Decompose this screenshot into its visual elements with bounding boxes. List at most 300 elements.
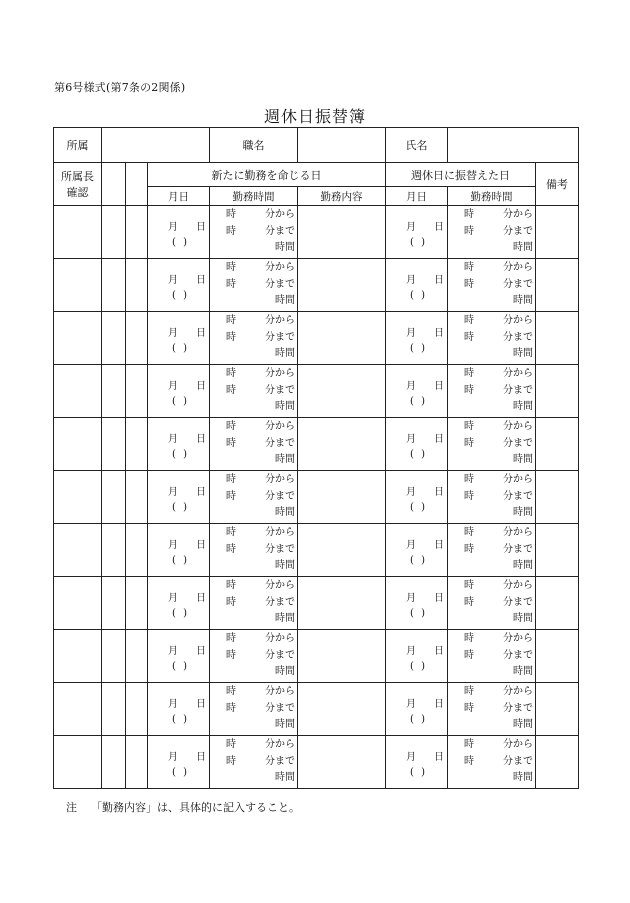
blank-cell-1[interactable] <box>102 736 126 789</box>
blank-cell-1[interactable] <box>102 630 126 683</box>
new-work-hours-cell[interactable] <box>210 471 298 524</box>
weekday-open: ( <box>172 502 176 513</box>
swapped-date-cell[interactable] <box>386 736 448 789</box>
hour-label: 時 <box>464 739 475 751</box>
minute-from-label: 分から <box>503 633 534 645</box>
weekday-close: ) <box>421 555 426 566</box>
hour-label: 時 <box>226 315 237 327</box>
minute-from-label: 分から <box>265 474 296 486</box>
weekday-close: ) <box>421 396 426 407</box>
minute-to-label: 分まで <box>265 755 296 767</box>
minute-from-label: 分から <box>503 739 534 751</box>
weekday-open: ( <box>410 396 414 407</box>
date-header: 月日 <box>148 187 210 206</box>
supervisor-confirm-cell[interactable] <box>54 524 102 577</box>
minute-from-label: 分から <box>265 421 296 433</box>
blank-cell-2[interactable] <box>126 365 148 418</box>
weekday-open: ( <box>410 661 414 672</box>
blank-cell-2[interactable] <box>126 524 148 577</box>
minute-to-label: 分まで <box>503 596 534 608</box>
new-date-cell[interactable] <box>148 206 210 259</box>
name-label: 氏名 <box>386 128 448 163</box>
day-label: 日 <box>196 540 207 551</box>
weekday-close: ) <box>183 714 188 725</box>
hour-label: 時 <box>464 580 475 592</box>
minute-from-label: 分から <box>265 580 296 592</box>
hours-total-label: 時間 <box>513 242 534 254</box>
table-row <box>54 683 579 736</box>
weekday-open: ( <box>410 290 414 301</box>
remarks-cell[interactable] <box>536 683 579 736</box>
remarks-cell[interactable] <box>536 259 579 312</box>
blank-cell-1[interactable] <box>102 683 126 736</box>
blank-cell-1[interactable] <box>102 577 126 630</box>
weekday-open: ( <box>172 396 176 407</box>
minute-to-label: 分まで <box>503 490 534 502</box>
day-label: 日 <box>434 540 445 551</box>
weekday-close: ) <box>183 767 188 778</box>
minute-from-label: 分から <box>503 368 534 380</box>
new-work-hours-cell[interactable] <box>210 577 298 630</box>
hour-label: 時 <box>464 278 475 290</box>
swapped-date-cell[interactable] <box>386 365 448 418</box>
minute-from-label: 分から <box>503 262 534 274</box>
weekday-close: ) <box>421 608 426 619</box>
minute-from-label: 分から <box>265 686 296 698</box>
minute-from-label: 分から <box>265 368 296 380</box>
minute-from-label: 分から <box>503 686 534 698</box>
month-label: 月 <box>406 646 417 657</box>
hours-total-label: 時間 <box>513 719 534 731</box>
swapped-date-cell[interactable] <box>386 577 448 630</box>
minute-to-label: 分まで <box>503 331 534 343</box>
day-label: 日 <box>434 222 445 233</box>
hours-total-label: 時間 <box>275 454 296 466</box>
swapped-work-hours-cell[interactable] <box>448 471 536 524</box>
work-hours-header: 勤務時間 <box>210 187 298 206</box>
new-work-hours-cell[interactable] <box>210 418 298 471</box>
blank-cell-1[interactable] <box>102 259 126 312</box>
swapped-date-cell[interactable] <box>386 524 448 577</box>
job-title-field[interactable] <box>298 128 386 163</box>
month-label: 月 <box>406 593 417 604</box>
hours-total-label: 時間 <box>275 772 296 784</box>
new-date-cell[interactable] <box>148 312 210 365</box>
hour-label: 時 <box>464 596 475 608</box>
work-content-cell[interactable] <box>298 577 386 630</box>
minute-to-label: 分まで <box>503 437 534 449</box>
hours-total-label: 時間 <box>275 242 296 254</box>
blank-cell-2[interactable] <box>126 312 148 365</box>
work-content-cell[interactable] <box>298 312 386 365</box>
work-hours-header-2: 勤務時間 <box>448 187 536 206</box>
minute-to-label: 分まで <box>265 331 296 343</box>
weekday-close: ) <box>183 343 188 354</box>
minute-from-label: 分から <box>503 474 534 486</box>
hour-label: 時 <box>226 278 237 290</box>
blank-cell-2[interactable] <box>126 418 148 471</box>
table-row <box>54 471 579 524</box>
weekday-open: ( <box>410 237 414 248</box>
hour-label: 時 <box>464 686 475 698</box>
hour-label: 時 <box>464 315 475 327</box>
new-date-cell[interactable] <box>148 365 210 418</box>
work-content-cell[interactable] <box>298 471 386 524</box>
swapped-work-hours-cell[interactable] <box>448 683 536 736</box>
hours-total-label: 時間 <box>275 507 296 519</box>
blank-cell-2[interactable] <box>126 206 148 259</box>
minute-from-label: 分から <box>265 315 296 327</box>
swapped-date-cell[interactable] <box>386 471 448 524</box>
blank-cell-1[interactable] <box>102 206 126 259</box>
work-content-cell[interactable] <box>298 206 386 259</box>
hour-label: 時 <box>226 755 237 767</box>
hour-label: 時 <box>464 368 475 380</box>
day-label: 日 <box>434 275 445 286</box>
new-work-hours-cell[interactable] <box>210 206 298 259</box>
weekday-close: ) <box>421 661 426 672</box>
minute-from-label: 分から <box>265 262 296 274</box>
hour-label: 時 <box>226 474 237 486</box>
supervisor-confirm-cell[interactable] <box>54 736 102 789</box>
hours-total-label: 時間 <box>275 560 296 572</box>
swapped-work-hours-cell[interactable] <box>448 524 536 577</box>
day-label: 日 <box>434 593 445 604</box>
day-label: 日 <box>196 699 207 710</box>
new-work-hours-cell[interactable] <box>210 630 298 683</box>
weekday-open: ( <box>410 714 414 725</box>
remarks-cell[interactable] <box>536 524 579 577</box>
new-date-cell[interactable] <box>148 524 210 577</box>
minute-from-label: 分から <box>265 209 296 221</box>
blank-cell-2[interactable] <box>126 736 148 789</box>
swapped-work-hours-cell[interactable] <box>448 365 536 418</box>
hours-total-label: 時間 <box>513 772 534 784</box>
remarks-header: 備考 <box>536 163 579 206</box>
table-row <box>54 736 579 789</box>
weekday-open: ( <box>410 767 414 778</box>
month-label: 月 <box>168 275 178 286</box>
blank-cell-2[interactable] <box>126 683 148 736</box>
weekday-close: ) <box>183 608 188 619</box>
work-content-cell[interactable] <box>298 630 386 683</box>
table-row <box>54 577 579 630</box>
month-label: 月 <box>406 434 417 445</box>
work-content-cell[interactable] <box>298 736 386 789</box>
supervisor-confirm-header <box>54 163 102 206</box>
hour-label: 時 <box>226 527 237 539</box>
weekday-close: ) <box>421 290 426 301</box>
day-label: 日 <box>196 328 207 339</box>
swapped-date-cell[interactable] <box>386 206 448 259</box>
footnote-text: 「勤務内容」は、具体的に記入すること。 <box>91 801 300 814</box>
blank-header-2 <box>126 163 148 206</box>
blank-cell-2[interactable] <box>126 577 148 630</box>
weekday-close: ) <box>183 661 188 672</box>
affiliation-field[interactable] <box>102 128 210 163</box>
month-label: 月 <box>406 752 417 763</box>
hour-label: 時 <box>226 596 237 608</box>
hour-label: 時 <box>226 262 237 274</box>
hours-total-label: 時間 <box>275 401 296 413</box>
minute-from-label: 分から <box>265 633 296 645</box>
minute-from-label: 分から <box>503 527 534 539</box>
weekday-close: ) <box>183 237 188 248</box>
month-label: 月 <box>406 487 417 498</box>
hours-total-label: 時間 <box>513 401 534 413</box>
hour-label: 時 <box>464 225 475 237</box>
hour-label: 時 <box>464 649 475 661</box>
weekday-close: ) <box>421 343 426 354</box>
work-content-header: 勤務内容 <box>298 187 386 206</box>
day-label: 日 <box>434 646 445 657</box>
weekday-open: ( <box>410 555 414 566</box>
supervisor-label: 所属長 <box>61 170 94 183</box>
hour-label: 時 <box>226 331 237 343</box>
new-date-cell[interactable] <box>148 471 210 524</box>
month-label: 月 <box>168 699 178 710</box>
day-label: 日 <box>196 275 207 286</box>
swapped-date-cell[interactable] <box>386 312 448 365</box>
weekday-open: ( <box>172 237 176 248</box>
hour-label: 時 <box>226 649 237 661</box>
weekday-open: ( <box>172 661 176 672</box>
weekday-open: ( <box>172 449 176 460</box>
month-label: 月 <box>406 275 417 286</box>
month-label: 月 <box>168 381 178 392</box>
hour-label: 時 <box>226 437 237 449</box>
minute-to-label: 分まで <box>265 490 296 502</box>
table-row <box>54 630 579 683</box>
hour-label: 時 <box>464 331 475 343</box>
minute-to-label: 分まで <box>503 278 534 290</box>
weekday-open: ( <box>410 343 414 354</box>
work-content-cell[interactable] <box>298 524 386 577</box>
new-work-hours-cell[interactable] <box>210 524 298 577</box>
hour-label: 時 <box>464 527 475 539</box>
supervisor-confirm-cell[interactable] <box>54 312 102 365</box>
new-date-cell[interactable] <box>148 577 210 630</box>
month-label: 月 <box>168 222 178 233</box>
column-group-row <box>54 163 579 187</box>
minute-to-label: 分まで <box>503 384 534 396</box>
weekday-open: ( <box>410 608 414 619</box>
new-date-cell[interactable] <box>148 736 210 789</box>
new-work-hours-cell[interactable] <box>210 259 298 312</box>
blank-cell-1[interactable] <box>102 312 126 365</box>
supervisor-confirm-cell[interactable] <box>54 259 102 312</box>
new-work-day-header: 新たに勤務を命じる日 <box>148 163 386 187</box>
weekday-open: ( <box>410 449 414 460</box>
new-work-hours-cell[interactable] <box>210 312 298 365</box>
supervisor-confirm-cell[interactable] <box>54 683 102 736</box>
hour-label: 時 <box>464 702 475 714</box>
new-date-cell[interactable] <box>148 630 210 683</box>
hour-label: 時 <box>464 384 475 396</box>
weekday-close: ) <box>421 714 426 725</box>
remarks-cell[interactable] <box>536 736 579 789</box>
minute-to-label: 分まで <box>265 278 296 290</box>
minute-from-label: 分から <box>503 209 534 221</box>
weekday-close: ) <box>421 449 426 460</box>
day-label: 日 <box>196 222 207 233</box>
day-label: 日 <box>434 434 445 445</box>
minute-to-label: 分まで <box>265 384 296 396</box>
day-label: 日 <box>196 752 207 763</box>
month-label: 月 <box>168 434 178 445</box>
new-work-hours-cell[interactable] <box>210 365 298 418</box>
swapped-work-hours-cell[interactable] <box>448 418 536 471</box>
minute-to-label: 分まで <box>503 543 534 555</box>
new-date-cell[interactable] <box>148 683 210 736</box>
month-label: 月 <box>406 540 417 551</box>
month-label: 月 <box>406 328 417 339</box>
remarks-cell[interactable] <box>536 206 579 259</box>
remarks-cell[interactable] <box>536 365 579 418</box>
weekday-close: ) <box>183 502 188 513</box>
day-label: 日 <box>434 699 445 710</box>
supervisor-confirm-cell[interactable] <box>54 471 102 524</box>
blank-cell-2[interactable] <box>126 630 148 683</box>
hour-label: 時 <box>464 490 475 502</box>
remarks-cell[interactable] <box>536 630 579 683</box>
month-label: 月 <box>168 540 178 551</box>
date-header-2: 月日 <box>386 187 448 206</box>
table-row <box>54 206 579 259</box>
supervisor-confirm-cell[interactable] <box>54 206 102 259</box>
swapped-work-hours-cell[interactable] <box>448 312 536 365</box>
weekday-close: ) <box>183 290 188 301</box>
supervisor-confirm-cell[interactable] <box>54 577 102 630</box>
supervisor-confirm-cell[interactable] <box>54 365 102 418</box>
form-number: 第6号様式(第7条の2関係) <box>54 81 186 94</box>
minute-from-label: 分から <box>503 315 534 327</box>
month-label: 月 <box>168 752 178 763</box>
hours-total-label: 時間 <box>513 348 534 360</box>
blank-cell-2[interactable] <box>126 471 148 524</box>
remarks-cell[interactable] <box>536 312 579 365</box>
table-row <box>54 365 579 418</box>
blank-cell-1[interactable] <box>102 471 126 524</box>
weekday-open: ( <box>172 714 176 725</box>
day-label: 日 <box>434 381 445 392</box>
minute-to-label: 分まで <box>265 225 296 237</box>
hour-label: 時 <box>464 474 475 486</box>
job-title-label: 職名 <box>210 128 298 163</box>
confirm-label: 確認 <box>66 186 89 199</box>
minute-from-label: 分から <box>503 580 534 592</box>
table-row <box>54 312 579 365</box>
day-label: 日 <box>196 593 207 604</box>
blank-cell-2[interactable] <box>126 259 148 312</box>
swapped-date-cell[interactable] <box>386 418 448 471</box>
blank-cell-1[interactable] <box>102 418 126 471</box>
hour-label: 時 <box>226 209 237 221</box>
hour-label: 時 <box>226 580 237 592</box>
weekday-close: ) <box>183 449 188 460</box>
new-work-hours-cell[interactable] <box>210 736 298 789</box>
weekday-open: ( <box>172 343 176 354</box>
weekday-open: ( <box>172 767 176 778</box>
swapped-work-hours-cell[interactable] <box>448 630 536 683</box>
hour-label: 時 <box>226 225 237 237</box>
minute-from-label: 分から <box>503 421 534 433</box>
blank-cell-1[interactable] <box>102 365 126 418</box>
month-label: 月 <box>406 381 417 392</box>
remarks-cell[interactable] <box>536 471 579 524</box>
transfer-table <box>53 127 579 789</box>
minute-to-label: 分まで <box>265 702 296 714</box>
header-row <box>54 128 579 163</box>
hours-total-label: 時間 <box>513 613 534 625</box>
minute-to-label: 分まで <box>503 649 534 661</box>
new-date-cell[interactable] <box>148 418 210 471</box>
work-content-cell[interactable] <box>298 418 386 471</box>
day-label: 日 <box>196 434 207 445</box>
minute-to-label: 分まで <box>503 225 534 237</box>
new-work-hours-cell[interactable] <box>210 683 298 736</box>
hour-label: 時 <box>226 739 237 751</box>
hours-total-label: 時間 <box>513 560 534 572</box>
day-label: 日 <box>196 487 207 498</box>
month-label: 月 <box>168 328 178 339</box>
footnote <box>66 799 314 815</box>
supervisor-confirm-cell[interactable] <box>54 630 102 683</box>
blank-header-1 <box>102 163 126 206</box>
new-date-cell[interactable] <box>148 259 210 312</box>
swapped-work-hours-cell[interactable] <box>448 736 536 789</box>
work-content-cell[interactable] <box>298 365 386 418</box>
weekday-open: ( <box>172 608 176 619</box>
work-content-cell[interactable] <box>298 259 386 312</box>
swapped-date-cell[interactable] <box>386 259 448 312</box>
hour-label: 時 <box>464 543 475 555</box>
blank-cell-1[interactable] <box>102 524 126 577</box>
swapped-day-header: 週休日に振替えた日 <box>386 163 536 187</box>
swapped-work-hours-cell[interactable] <box>448 577 536 630</box>
swapped-date-cell[interactable] <box>386 630 448 683</box>
weekday-close: ) <box>183 555 188 566</box>
weekday-close: ) <box>421 237 426 248</box>
swapped-work-hours-cell[interactable] <box>448 259 536 312</box>
hour-label: 時 <box>226 368 237 380</box>
weekday-close: ) <box>421 502 426 513</box>
hour-label: 時 <box>226 543 237 555</box>
supervisor-confirm-cell[interactable] <box>54 418 102 471</box>
hours-total-label: 時間 <box>513 454 534 466</box>
month-label: 月 <box>168 593 178 604</box>
remarks-cell[interactable] <box>536 418 579 471</box>
weekday-open: ( <box>410 502 414 513</box>
page-title: 週休日振替簿 <box>263 107 366 126</box>
swapped-date-cell[interactable] <box>386 683 448 736</box>
remarks-cell[interactable] <box>536 577 579 630</box>
hour-label: 時 <box>464 262 475 274</box>
table-row <box>54 418 579 471</box>
work-content-cell[interactable] <box>298 683 386 736</box>
hour-label: 時 <box>226 421 237 433</box>
hour-label: 時 <box>464 421 475 433</box>
affiliation-label: 所属 <box>54 128 102 163</box>
swapped-work-hours-cell[interactable] <box>448 206 536 259</box>
weekday-close: ) <box>421 767 426 778</box>
day-label: 日 <box>196 381 207 392</box>
table-row <box>54 259 579 312</box>
day-label: 日 <box>434 487 445 498</box>
weekday-close: ) <box>183 396 188 407</box>
name-field[interactable] <box>448 128 579 163</box>
month-label: 月 <box>406 699 417 710</box>
